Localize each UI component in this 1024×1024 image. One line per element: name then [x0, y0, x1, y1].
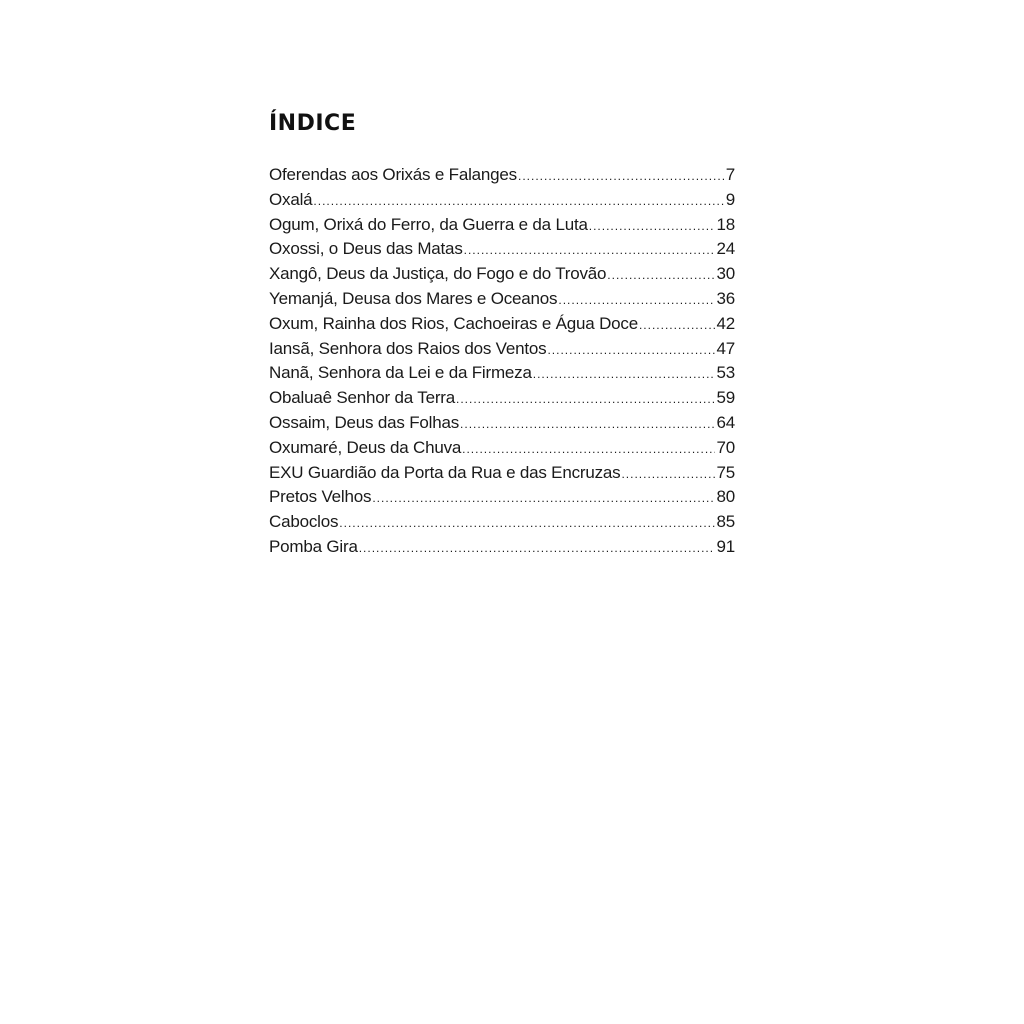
toc-entry-label: Pomba Gira — [269, 536, 358, 556]
toc-entry — [269, 485, 735, 510]
toc-entry-page: 9 — [725, 189, 735, 209]
toc-entry-page: 91 — [716, 536, 735, 556]
toc-entry — [269, 436, 735, 461]
toc-entry-page: 30 — [716, 264, 735, 284]
toc-entry-page: 64 — [716, 412, 735, 432]
toc-entry — [269, 461, 735, 486]
toc-dot-leader — [359, 542, 716, 554]
toc-entry — [269, 237, 735, 262]
toc-entry — [269, 386, 735, 411]
toc-entry-label: Ogum, Orixá do Ferro, da Guerra e da Luta — [269, 214, 588, 234]
toc-dot-leader — [558, 294, 715, 306]
toc-dot-leader — [639, 319, 716, 331]
toc-entry-page: 47 — [716, 338, 735, 358]
toc-dot-leader — [589, 220, 716, 232]
toc-entry-label: Ossaim, Deus das Folhas — [269, 412, 460, 432]
toc-entry-page: 36 — [716, 288, 735, 308]
toc-entry-page: 59 — [716, 388, 735, 408]
toc-entry — [269, 361, 735, 386]
toc-entry-label: Obaluaê Senhor da Terra — [269, 388, 455, 408]
toc-entry — [269, 510, 735, 535]
toc-entry — [269, 262, 735, 287]
toc-entry-page: 53 — [716, 363, 735, 383]
toc-dot-leader — [547, 344, 715, 356]
toc-dot-leader — [621, 468, 715, 480]
toc-entry-label: Oxalá — [269, 189, 313, 209]
toc-dot-leader — [339, 517, 715, 529]
toc-entry-label: Oxumaré, Deus da Chuva — [269, 437, 462, 457]
page-title: ÍNDICE — [269, 111, 357, 136]
toc-entry — [269, 213, 735, 238]
toc-entry-page: 75 — [716, 462, 735, 482]
toc-entry-page: 18 — [716, 214, 735, 234]
toc-entry-page: 70 — [716, 437, 735, 457]
toc-entry-label: Yemanjá, Deusa dos Mares e Oceanos — [269, 288, 558, 308]
toc-entry — [269, 287, 735, 312]
toc-entry-label: Oxossi, o Deus das Matas — [269, 239, 463, 259]
toc-entry-label: Oferendas aos Orixás e Falanges — [269, 165, 517, 184]
toc-dot-leader — [313, 195, 724, 207]
toc-entry — [269, 312, 735, 337]
toc-dot-leader — [464, 244, 716, 256]
toc-entry-page: 7 — [725, 165, 735, 184]
toc-entry-label: Iansã, Senhora dos Raios dos Ventos — [269, 338, 547, 358]
table-of-contents — [269, 163, 735, 560]
toc-entry — [269, 411, 735, 436]
toc-dot-leader — [533, 368, 716, 380]
toc-entry-label: Oxum, Rainha dos Rios, Cachoeiras e Água Doce — [269, 313, 638, 333]
toc-entry — [269, 163, 735, 188]
toc-dot-leader — [372, 492, 715, 504]
toc-dot-leader — [456, 393, 715, 405]
toc-entry — [269, 535, 735, 560]
toc-entry-page: 85 — [716, 512, 735, 532]
toc-entry-page: 42 — [716, 313, 735, 333]
toc-dot-leader — [518, 170, 725, 182]
toc-entry — [269, 188, 735, 213]
toc-entry-label: EXU Guardião da Porta da Rua e das Encruzas — [269, 462, 621, 482]
toc-entry-page: 80 — [716, 487, 735, 507]
toc-entry-page: 24 — [716, 239, 735, 259]
toc-entry-label: Pretos Velhos — [269, 487, 372, 507]
toc-entry-label: Nanã, Senhora da Lei e da Firmeza — [269, 363, 532, 383]
toc-entry — [269, 337, 735, 362]
toc-dot-leader — [462, 443, 715, 455]
toc-entry-label: Xangô, Deus da Justiça, do Fogo e do Trovão — [269, 264, 607, 284]
toc-entry-label: Caboclos — [269, 512, 339, 532]
toc-dot-leader — [607, 269, 715, 281]
toc-dot-leader — [460, 418, 715, 430]
